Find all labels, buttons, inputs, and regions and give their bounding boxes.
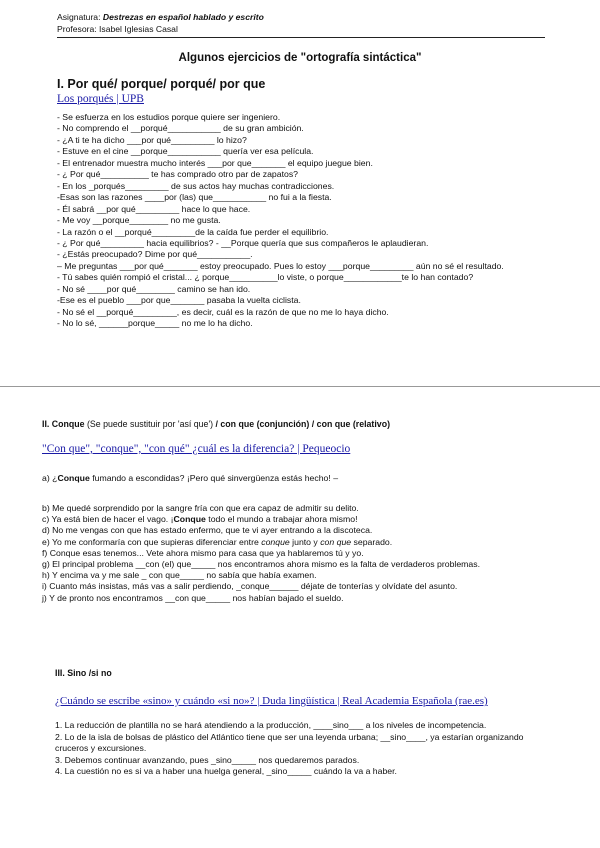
exercise-line: - No sé el __porqué_________, es decir, cuál es la razón de que no me lo haya dicho.: [57, 306, 389, 317]
section3-link[interactable]: ¿Cuándo se escribe «sino» y cuándo «si no»? | Duda lingüística | Real Academia Española (rae.es): [55, 695, 488, 707]
exercise-line: - El entrenador muestra mucho interés ___por que_______ el equipo juegue bien.: [57, 157, 373, 168]
exercise-line: - Estuve en el cine __porque___________ quería ver esa película.: [57, 146, 314, 157]
exercise-j: j) Y de pronto nos encontramos __con que_____ nos habían bajado el sueldo.: [42, 592, 344, 603]
exercise-d: d) No me vengas con que has estado enfermo, que te vi ayer entrando a la discoteca.: [42, 525, 373, 536]
section2-exercises: [42, 503, 562, 604]
section2-heading-paren: (Se puede sustituir por 'así que'): [86, 419, 214, 429]
exercise-e-prefix: e) Yo me conformaría con que supieras diferenciar entre: [42, 536, 262, 547]
exercise-line: - Se esfuerza en los estudios porque quiere ser ingeniero.: [57, 112, 281, 122]
subject-line: [57, 12, 264, 22]
exercise-line: – Me preguntas ___por qué_______ estoy preocupado. Pues lo estoy ___porque_________ aún no sé el resultado.: [57, 260, 504, 271]
section3-heading: III. Sino /si no: [55, 668, 112, 678]
exercise-e-italic-2: con que: [320, 536, 352, 547]
exercise-e-italic-1: conque: [261, 536, 290, 547]
exercise-b: b) Me quedé sorprendido por la sangre fría con que era capaz de admitir su delito.: [42, 503, 359, 513]
exercise-c-bold: Conque: [173, 514, 206, 525]
exercise-a: [42, 473, 338, 483]
exercise-line: - ¿ Por qué__________ te has comprado otro par de zapatos?: [57, 169, 298, 180]
section2-heading: [42, 419, 390, 429]
page-title: Algunos ejercicios de "ortografía sintáctica": [178, 52, 422, 64]
exercise-line: -Ese es el pueblo ___por que_______ pasaba la vuelta ciclista.: [57, 295, 301, 306]
subject-name: Destrezas en español hablado y escrito: [102, 12, 264, 22]
exercise-e-suffix: separado.: [351, 536, 393, 547]
exercise-line: - No sé ____por qué________ camino se han ido.: [57, 283, 251, 294]
exercise-line: - No lo sé, ______porque_____ no me lo ha dicho.: [57, 318, 253, 329]
exercise-line: 3. Debemos continuar avanzando, pues _sino_____ nos quedaremos parados.: [55, 754, 360, 765]
exercise-h: h) Y encima va y me sale _ con que_____ no sabía que había examen.: [42, 570, 317, 581]
section3-exercises: [55, 720, 555, 778]
exercise-line: - Él sabrá __por qué_________ hace lo que hace.: [57, 203, 251, 214]
section2-link[interactable]: "Con que", "conque", "con qué" ¿cuál es la diferencia? | Pequeocio: [42, 443, 351, 455]
exercise-line: - No comprendo el __porqué___________ de su gran ambición.: [57, 123, 304, 134]
exercise-line: - Me voy __porque________ no me gusta.: [57, 215, 221, 226]
exercise-e-mid: junto y: [289, 536, 321, 547]
section1-exercises: [57, 112, 557, 330]
exercise-line: - Tú sabes quién rompió el cristal... ¿ porque__________lo viste, o porque____________te lo han contado?: [57, 272, 474, 283]
exercise-c-prefix: c) Ya está bien de hacer el vago. ¡: [42, 514, 174, 525]
exercise-c-suffix: todo el mundo a trabajar ahora mismo!: [205, 514, 358, 525]
teacher-line: Profesora: Isabel Iglesias Casal: [57, 24, 178, 34]
exercise-a-bold: Conque: [57, 473, 90, 483]
exercise-line: - ¿ Por qué_________ hacia equilibrios? - __Porque quería que sus compañeros le aplaudieran.: [57, 237, 429, 248]
exercise-line: -Esas son las razones ____por (las) que___________ no fui a la fiesta.: [57, 192, 332, 203]
exercise-line: 1. La reducción de plantilla no se hará atendiendo a la producción, ____sino___ a los niveles de incompetencia.: [55, 720, 487, 730]
subject-label: Asignatura:: [57, 12, 103, 22]
exercise-line: - ¿A ti te ha dicho ___por qué_________ lo hizo?: [57, 134, 247, 145]
exercise-a-suffix: fumando a escondidas? ¡Pero qué sinvergüenza estás hecho! –: [89, 473, 339, 483]
exercise-i: i) Cuanto más insistas, más vas a salir perdiendo, _conque______ déjate de tonterías y olvídate del asunto.: [42, 581, 458, 592]
exercise-line: - En los _porqués_________ de sus actos hay muchas contradicciones.: [57, 180, 335, 191]
exercise-f: f) Conque esas tenemos... Vete ahora mismo para casa que ya hablaremos tú y yo.: [42, 547, 364, 558]
exercise-c: [42, 514, 562, 525]
exercise-line: 2. Lo de la isla de bolsas de plástico del Atlántico tiene que ser una leyenda urbana; __sino____, ya estarían organizando cruceros y excursiones.: [55, 731, 524, 754]
exercise-g: g) El principal problema __con (el) que_____ nos encontramos ahora mismo es la falta de verdaderos problemas.: [42, 559, 480, 570]
exercise-line: 4. La cuestión no es si va a haber una huelga general, _sino_____ cuándo la va a haber.: [55, 766, 397, 777]
section2-heading-rest: / con que (conjunción) / con que (relativo): [213, 419, 390, 429]
page-break-divider: [0, 386, 600, 387]
exercise-e: [42, 537, 562, 548]
section2-heading-main: II. Conque: [42, 419, 87, 429]
header-divider: [57, 37, 545, 38]
section1-link[interactable]: Los porqués | UPB: [57, 93, 144, 105]
exercise-line: - La razón o el __porqué_________de la caída fue perder el equilibrio.: [57, 226, 329, 237]
exercise-line: - ¿Estás preocupado? Dime por qué___________.: [57, 249, 253, 260]
section1-heading: I. Por qué/ porque/ porqué/ por que: [57, 77, 266, 91]
exercise-a-prefix: a) ¿: [42, 473, 58, 483]
